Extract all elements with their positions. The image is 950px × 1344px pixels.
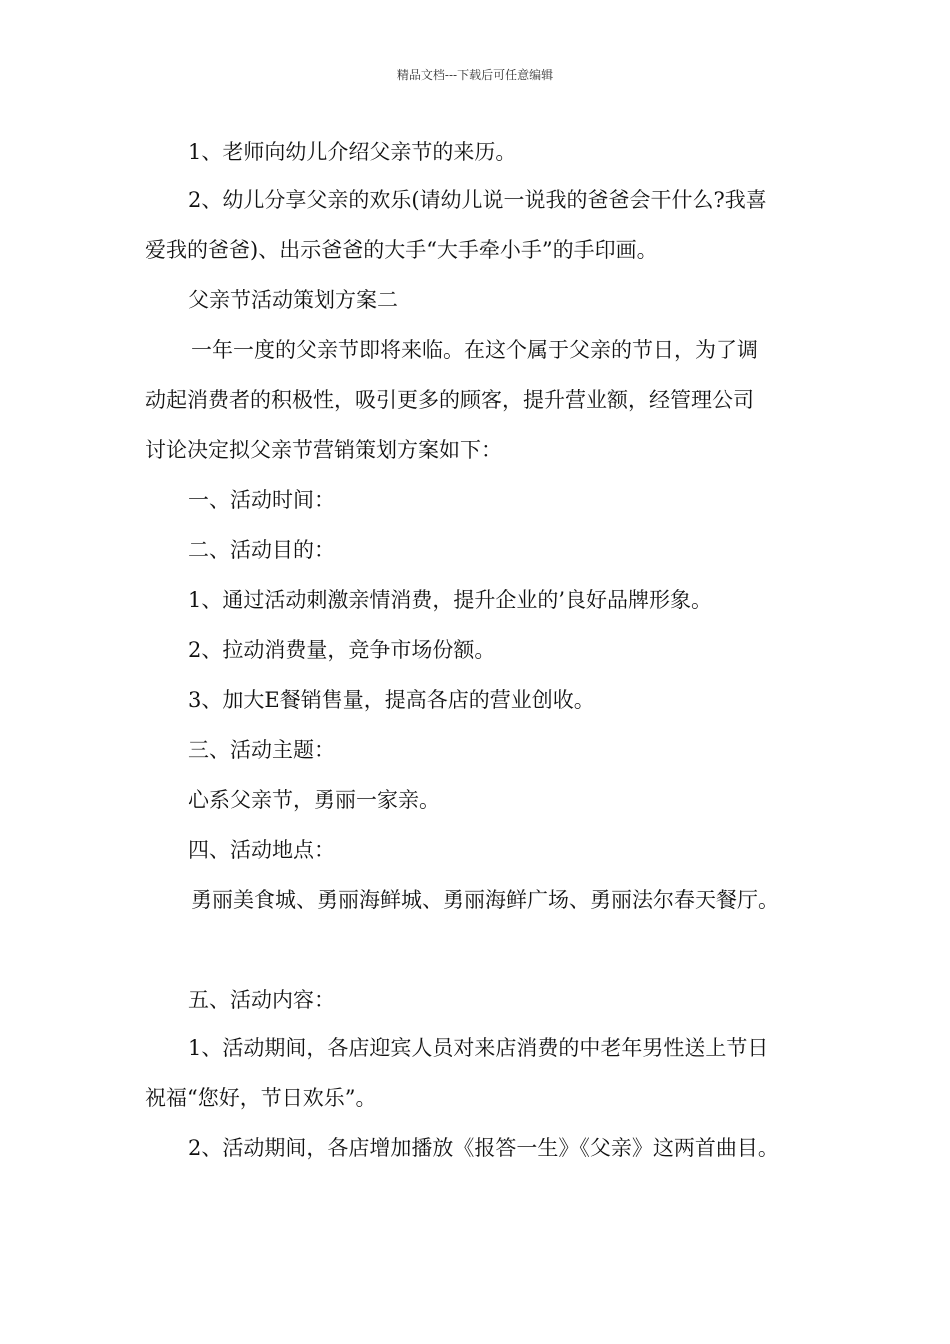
paragraph-line: 1、老师向幼儿介绍父亲节的来历。: [188, 140, 517, 164]
paragraph-line: 心系父亲节，勇丽一家亲。: [188, 788, 440, 812]
section-heading: 五、活动内容：: [188, 988, 335, 1012]
section-heading: 父亲节活动策划方案二: [188, 288, 398, 312]
paragraph-line: 2、幼儿分享父亲的欢乐(请幼儿说一说我的爸爸会干什么?我喜: [188, 188, 767, 212]
paragraph-line: 2、拉动消费量，竞争市场份额。: [188, 638, 496, 662]
paragraph-line: 讨论决定拟父亲节营销策划方案如下：: [145, 438, 502, 462]
section-heading: 四、活动地点：: [188, 838, 335, 862]
paragraph-line: 1、通过活动刺激亲情消费，提升企业的’良好品牌形象。: [188, 588, 713, 612]
paragraph-line: 2、活动期间，各店增加播放《报答一生》《父亲》这两首曲目。: [188, 1136, 779, 1160]
paragraph-line: 勇丽美食城、勇丽海鲜城、勇丽海鲜广场、勇丽法尔春天餐厅。: [191, 888, 779, 912]
paragraph-line: 祝福“您好，节日欢乐”。: [145, 1086, 377, 1110]
page-header: 精品文档---下载后可任意编辑: [396, 68, 554, 82]
paragraph-line: 3、加大E餐销售量，提高各店的营业创收。: [188, 688, 595, 712]
paragraph-line: 动起消费者的积极性，吸引更多的顾客，提升营业额，经管理公司: [145, 388, 754, 412]
section-heading: 二、活动目的：: [188, 538, 335, 562]
paragraph-line: 1、活动期间，各店迎宾人员对来店消费的中老年男性送上节日: [188, 1036, 769, 1060]
paragraph-line: 一年一度的父亲节即将来临。在这个属于父亲的节日，为了调: [191, 338, 758, 362]
paragraph-line: 爱我的爸爸)、出示爸爸的大手“大手牵小手”的手印画。: [145, 238, 658, 262]
section-heading: 一、活动时间：: [188, 488, 335, 512]
section-heading: 三、活动主题：: [188, 738, 335, 762]
